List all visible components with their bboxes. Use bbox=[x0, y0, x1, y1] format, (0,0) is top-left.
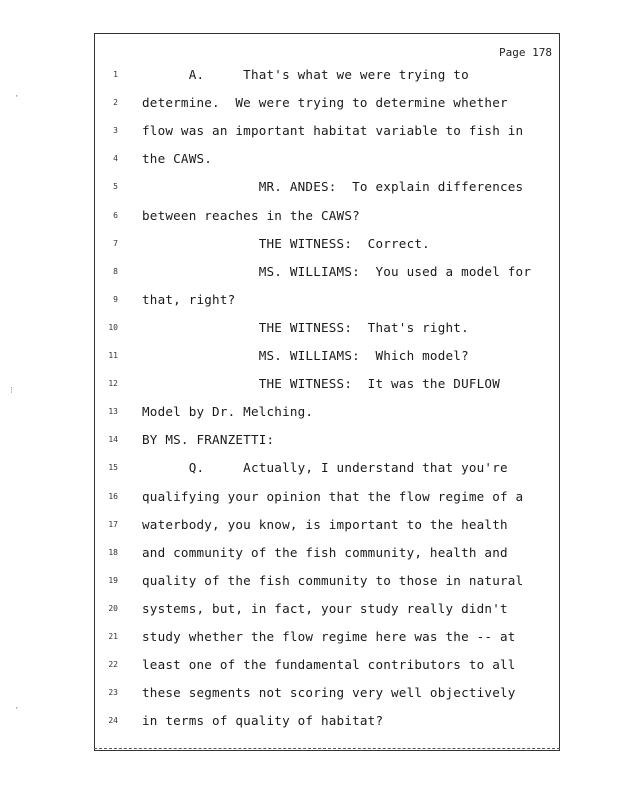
transcript-line: quality of the fish community to those in natural bbox=[142, 572, 524, 588]
line-number: 15 bbox=[108, 463, 118, 473]
transcript-line: Model by Dr. Melching. bbox=[142, 404, 314, 420]
transcript-line: A. That's what we were trying to bbox=[142, 67, 469, 82]
line-number: 6 bbox=[113, 210, 118, 220]
transcript-line: flow was an important habitat variable to fish in bbox=[142, 123, 524, 139]
transcript-line: that, right? bbox=[142, 291, 236, 307]
margin-mark: ⁝ bbox=[10, 386, 13, 396]
line-number: 16 bbox=[108, 491, 118, 501]
transcript-line: determine. We were trying to determine whether bbox=[142, 95, 508, 111]
transcript-line: MS. WILLIAMS: You used a model for bbox=[142, 263, 532, 279]
line-number: 14 bbox=[108, 435, 118, 445]
line-number: 21 bbox=[108, 632, 118, 641]
transcript-line: THE WITNESS: It was the DUFLOW bbox=[142, 376, 500, 392]
transcript-line: MR. ANDES: To explain differences bbox=[142, 179, 524, 195]
transcript-line: MS. WILLIAMS: Which model? bbox=[142, 348, 469, 363]
line-number: 22 bbox=[108, 660, 118, 670]
line-number: 3 bbox=[113, 126, 118, 136]
transcript-line: in terms of quality of habitat? bbox=[142, 713, 384, 729]
page-number: Page 178 bbox=[499, 46, 552, 59]
transcript-line: THE WITNESS: Correct. bbox=[142, 235, 430, 251]
line-number: 18 bbox=[108, 547, 118, 557]
line-number: 11 bbox=[108, 351, 118, 360]
margin-mark: · bbox=[14, 92, 20, 102]
line-number: 2 bbox=[113, 98, 118, 108]
line-number: 19 bbox=[108, 575, 118, 585]
margin-mark: · bbox=[14, 704, 20, 714]
transcript-line: and community of the fish community, health and bbox=[142, 544, 508, 560]
transcript-line: study whether the flow regime here was the -- at bbox=[142, 629, 516, 644]
line-number: 7 bbox=[113, 238, 118, 248]
line-number: 13 bbox=[108, 407, 118, 417]
transcript-line: qualifying your opinion that the flow regime of a bbox=[142, 488, 524, 504]
line-number: 23 bbox=[108, 688, 118, 698]
transcript-line: Q. Actually, I understand that you're bbox=[142, 460, 508, 476]
transcript-line: the CAWS. bbox=[142, 151, 213, 167]
transcript-line: between reaches in the CAWS? bbox=[142, 207, 360, 223]
line-number: 8 bbox=[113, 266, 118, 276]
transcript-line: these segments not scoring very well objectively bbox=[142, 685, 516, 701]
page-bottom-rule bbox=[94, 748, 560, 751]
line-number: 5 bbox=[113, 182, 118, 192]
line-number: 17 bbox=[108, 519, 118, 529]
line-number: 24 bbox=[108, 716, 118, 726]
transcript-line: least one of the fundamental contributors to all bbox=[142, 657, 516, 673]
line-number: 20 bbox=[108, 603, 118, 613]
line-number: 10 bbox=[108, 322, 118, 332]
transcript-line: THE WITNESS: That's right. bbox=[142, 319, 469, 335]
transcript-line: BY MS. FRANZETTI: bbox=[142, 432, 275, 448]
line-number: 4 bbox=[113, 154, 118, 164]
line-number: 1 bbox=[113, 70, 118, 79]
transcript-line: waterbody, you know, is important to the health bbox=[142, 516, 508, 532]
line-number: 9 bbox=[113, 294, 118, 304]
line-number: 12 bbox=[108, 379, 118, 389]
transcript-line: systems, but, in fact, your study really didn't bbox=[142, 600, 508, 616]
